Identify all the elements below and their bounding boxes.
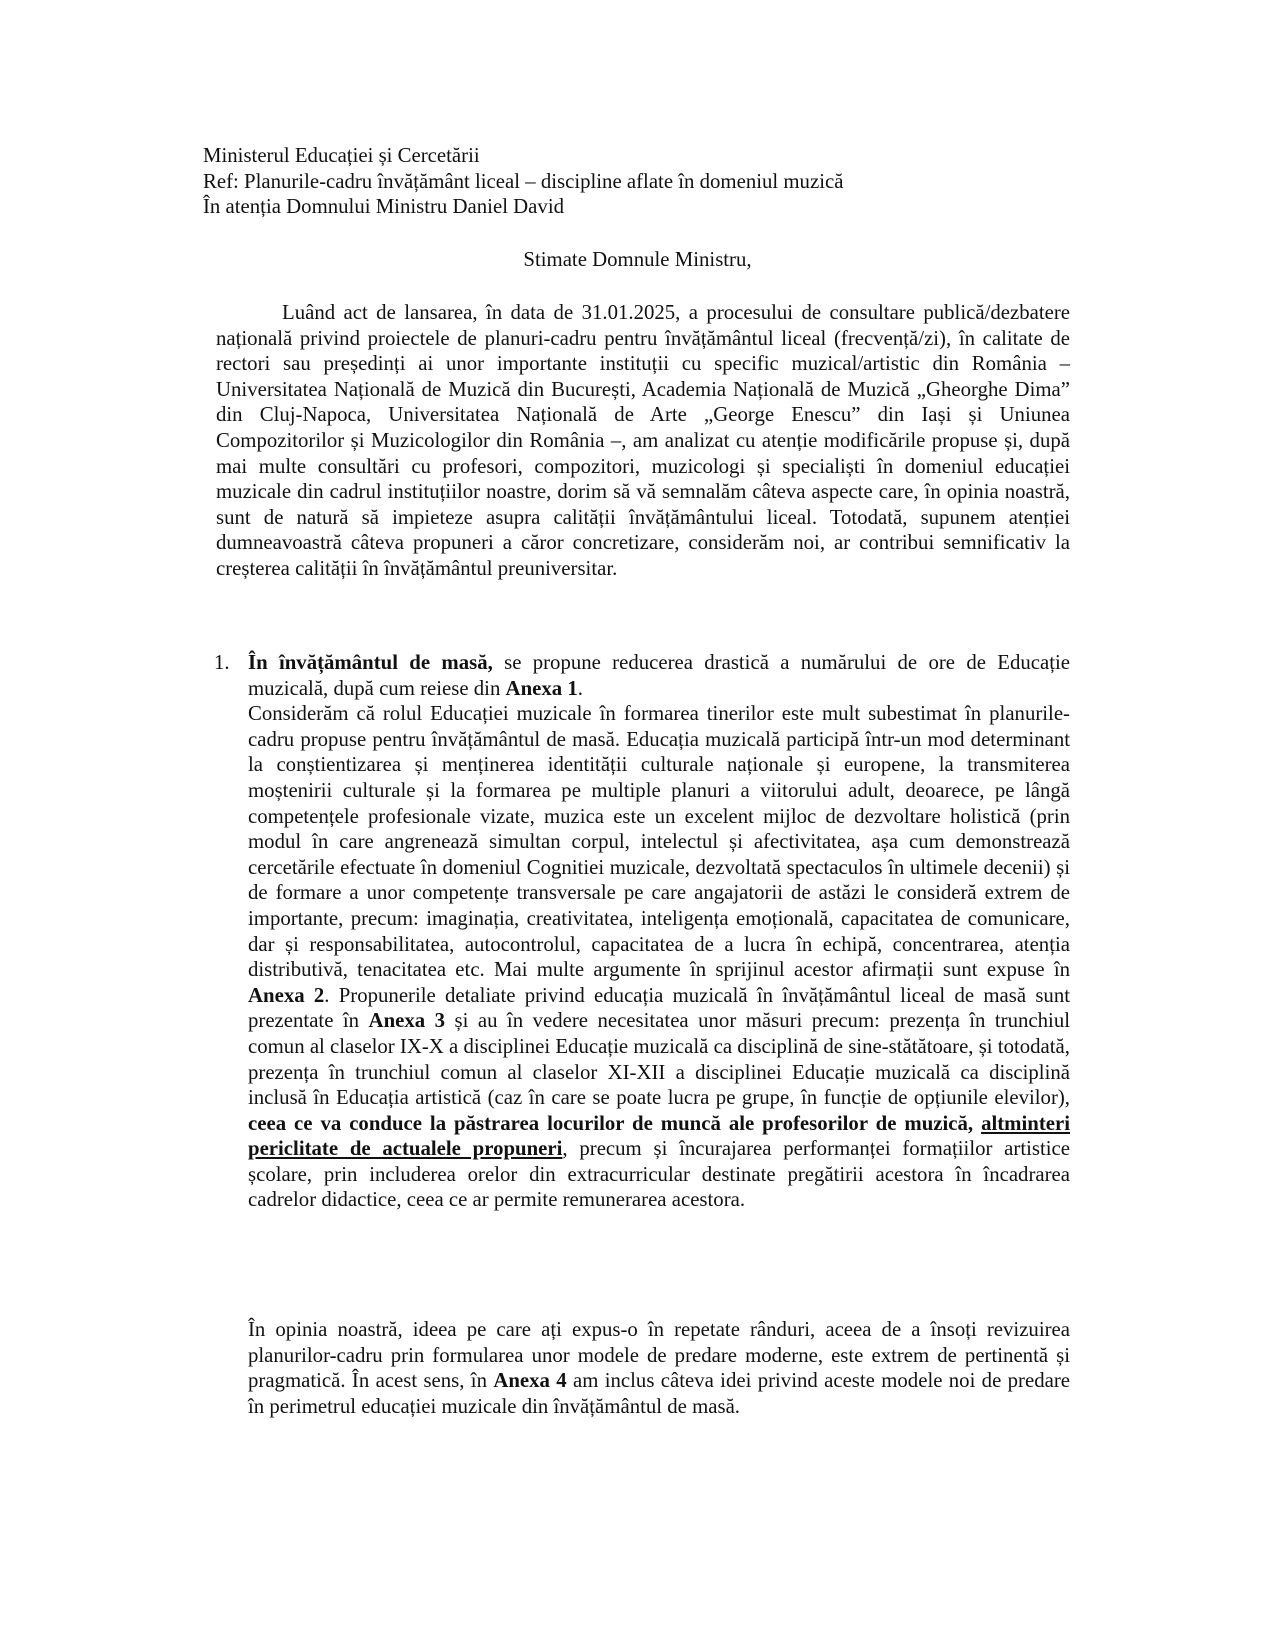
- opinion-text-a: În opinia noastră, ideea pe care ați expus-o în repetate rânduri, aceea de a însoți revizuirea planurilor-cadru prin formularea unor modele de predare moderne, este extrem de pertinentă și pragmatică. În acest sens, în: [248, 1318, 1070, 1393]
- opinion-text-b: am inclus câteva idei privind aceste modele noi de predare în perimetrul educației muzicale din învățământul de masă.: [248, 1369, 1070, 1418]
- list-item-1: [214, 650, 1071, 1213]
- anexa-2-ref: Anexa 2: [248, 983, 325, 1007]
- anexa-3-ref: Anexa 3: [368, 1009, 446, 1033]
- attention-line: În atenția Domnului Ministru Daniel David: [203, 195, 564, 219]
- body-text-b: . Propunerile detaliate privind educația muzicală în învățământul liceal de masă sunt prezentate în: [248, 983, 1071, 1033]
- emphasis-text: ceea ce va conduce la păstrarea locurilor de muncă ale profesorilor de muzică,: [248, 1111, 982, 1135]
- list-item-body: [248, 701, 1070, 1213]
- body-text-a: Considerăm că rolul Educației muzicale în formarea tinerilor este mult subestimat în planurile-cadru propuse pentru învățământul de masă. Educația muzicală participă într-un mod determinant la conștientizarea și menținerea identității culturale naționale și europene, la transmiterea moștenirii culturale și la formarea pe multiple planuri a viitorului adult, deoarece, pe lângă competențele profesionale vizate, muzica este un excelent mijloc de dezvoltare holistică (prin modul în care angrenează simultan corpul, intelectul și afectivitatea, așa cum demonstrează cercetările efectuate în domeniul Cognitiei muzicale, dezvoltată spectaculos în ultimele decenii) și de formare a unor competențe transversale pe care angajatorii de astăzi le consideră extrem de importante, precum: imaginația, creativitatea, inteligența emoțională, capacitatea de comunicare, dar și responsabilitatea, autocontrolul, capacitatea de a lucra în echipă, concentrarea, atenția distributivă, tenacitatea etc. Mai multe argumente în sprijinul acestor afirmații sunt expuse în: [248, 702, 1070, 982]
- recipient-institution: Ministerul Educației și Cercetării: [203, 144, 480, 167]
- opinion-paragraph: [248, 1317, 1070, 1419]
- anexa-4-ref: Anexa 4: [493, 1369, 567, 1393]
- salutation: Stimate Domnule Ministru,: [523, 248, 752, 271]
- body-text-d: , precum și încurajarea performanței formațiilor artistice școlare, prin includerea orelor din extracurricular destinate pregătirii acestora în încadrarea cadrelor didactice, ceea ce ar permite remunerarea acestora.: [248, 1137, 1071, 1212]
- intro-paragraph: Luând act de lansarea, în data de 31.01.2025, a procesului de consultare publică/dezbatere națională privind proiectele de planuri-cadru pentru învățământul liceal (frecvență/zi), în calitate de rectori sau președinți ai unor importante instituții cu specific muzical/artistic din România – Universitatea Națională de Muzică din București, Academia Națională de Muzică „Gheorghe Dima” din Cluj-Napoca, Universitatea Națională de Arte „George Enescu” din Iași și Uniunea Compozitorilor și Muzicologilor din România –, am analizat cu atenție modificările propuse și, după mai multe consultări cu profesori, compozitori, muzicologi și specialiști în domeniul educației muzicale din cadrul instituțiilor noastre, dorim să vă semnalăm câteva aspecte care, în opinia noastră, sunt de natură să impieteze asupra calității învățământului liceal. Totodată, supunem atenției dumneavoastră câteva propuneri a căror concretizare, considerăm noi, ar contribui semnificativ la creșterea calității în învățământul preuniversitar.: [216, 301, 1070, 580]
- body-text-c: și au în vedere necesitatea unor măsuri precum: prezența în trunchiul comun al claselor IX-X a disciplinei Educație muzicală ca disciplină de sine-stătătoare, și totodată, prezența în trunchiul comun al claselor XI-XII a disciplinei Educație muzicală ca disciplină inclusă în Educația artistică (caz în care se poate lucra pe grupe, în funcție de opțiunile elevilor),: [248, 1009, 1070, 1110]
- list-item-lead: [248, 650, 1070, 701]
- underlined-emphasis: altminteri periclitate de actualele propuneri: [248, 1111, 1070, 1161]
- list-number: 1.: [214, 651, 230, 674]
- lead-end: .: [577, 676, 583, 700]
- lead-text: se propune reducerea drastică a numărului de ore de Educație muzicală, după cum reiese din: [248, 651, 1070, 700]
- anexa-1-ref: Anexa 1: [505, 676, 578, 700]
- reference-line: Ref: Planurile-cadru învățământ liceal – discipline aflate în domeniul muzică: [203, 169, 844, 193]
- letter-header: [203, 143, 1103, 220]
- lead-bold-text: În învățământul de masă,: [248, 651, 493, 674]
